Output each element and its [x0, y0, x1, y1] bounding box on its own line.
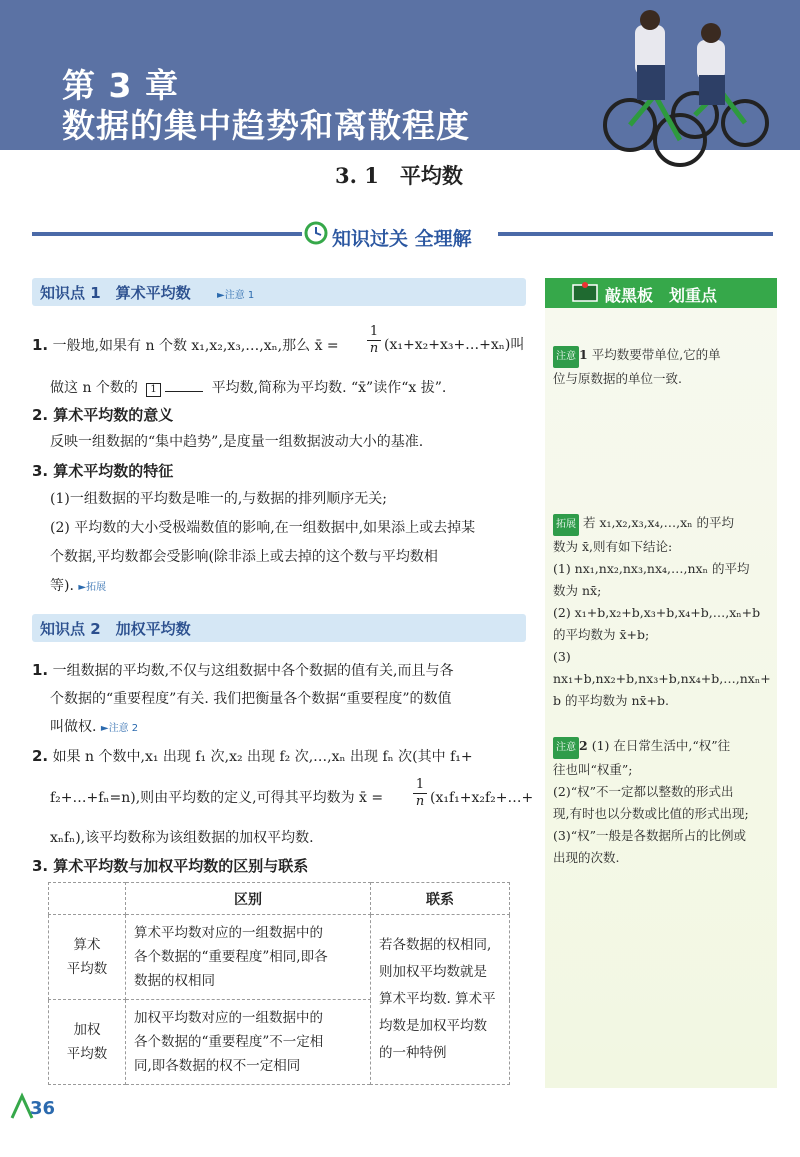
kp1-item2-text: 反映一组数据的“集中趋势”,是度量一组数据波动大小的基准.: [50, 434, 424, 450]
sidebar-title: 敲黑板 划重点: [605, 286, 718, 305]
kp1-item1-line2: 做这 n 个数的 1 平均数,简称为平均数. “x̄”读作“x 拔”.: [50, 380, 447, 396]
cyclists-illustration: [585, 5, 785, 180]
kp2-item1-line1: 1. 一组数据的平均数,不仅与这组数据中各个数据的值有关,而且与各: [32, 661, 454, 679]
sidebar-note-2: 注意 2 (1) 在日常生活中,“权”往 往也叫“权重”; (2)“权”不一定都以整数的形式出 现,有时也以分数或比值的形式出现; (3)“权”一般是各数据所占的比例或 出现的次数.: [553, 738, 749, 865]
comparison-table: [48, 882, 510, 1085]
note-badge-2: 注意: [553, 737, 579, 759]
note-2-tag: ►注意 2: [100, 723, 139, 734]
sidebar-extension: 拓展 若 x₁,x₂,x₃,x₄,…,xₙ 的平均 数为 x̄,则有如下结论: (1) nx₁,nx₂,nx₃,nx₄,…,nxₙ 的平均 数为 nx̄; (2) x₁+b,x₂+b,x₃+b,x₄+b,…,xₙ+b 的平均数为 x̄+b; (3) nx₁+b,nx₂+b,nx₃+b,nx₄+b,…,nxₙ+ b 的平均数为 nx̄+b.: [553, 515, 771, 708]
kp1-item3-heading: 3. 算术平均数的特征: [32, 462, 174, 480]
kp2-item2-line1: 2. 如果 n 个数中,x₁ 出现 f₁ 次,x₂ 出现 f₂ 次,…,xₙ 出现 fₙ 次(其中 f₁+: [32, 747, 473, 765]
kp1-item1-text-b: (x₁+x₂+x₃+…+xₙ)叫: [384, 337, 525, 353]
page-number: 36: [30, 1098, 56, 1119]
fraction-1-over-n: 1 n: [367, 324, 381, 357]
kp2-item1-line3: 叫做权. ►注意 2: [50, 719, 139, 735]
kp1-item3-point1: (1)一组数据的平均数是唯一的,与数据的排列顺序无关;: [50, 491, 387, 507]
table-header-connection: 联系: [371, 883, 510, 915]
kp1-item3-point2-line2: 个数据,平均数都会受影响(除非添上或去掉的这个数与平均数相: [50, 549, 438, 565]
table-row1-difference: 算术平均数对应的一组数据中的 各个数据的“重要程度”相同,即各 数据的权相同: [126, 915, 371, 1000]
knowledge-point-1-header: [32, 278, 526, 306]
kp1-item1: 1. 一般地,如果有 n 个数 x₁,x₂,x₃,…,xₙ,那么 x̄ =: [32, 336, 339, 354]
table-row1-label: 算术 平均数: [49, 915, 126, 1000]
kp2-item2-line3: xₙfₙ),该平均数称为该组数据的加权平均数.: [50, 830, 314, 846]
blank-number: 1: [146, 383, 160, 397]
refresh-icon: [303, 220, 329, 246]
extension-badge: 拓展: [553, 514, 579, 536]
fill-blank-line: [165, 391, 203, 392]
table-connection-cell: 若各数据的权相同, 则加权平均数就是 算术平均数. 算术平 均数是加权平均数 的一种特例: [371, 915, 510, 1085]
kp1-title: 知识点 1 算术平均数: [40, 284, 191, 302]
kp2-item3-heading: 3. 算术平均数与加权平均数的区别与联系: [32, 857, 309, 875]
table-header-difference: 区别: [126, 883, 371, 915]
knowledge-point-2-header: [32, 614, 526, 642]
kp2-title: 知识点 2 加权平均数: [40, 620, 191, 638]
kp1-note-tag: ►注意 1: [217, 290, 255, 301]
extension-tag: ►拓展: [78, 582, 107, 593]
blackboard-icon: [571, 281, 599, 305]
note-badge: 注意: [553, 346, 579, 368]
kp2-item1-line2: 个数据的“重要程度”有关. 我们把衡量各个数据“重要程度”的数值: [50, 691, 452, 707]
kp1-item3-point2-line3: 等). ►拓展: [50, 578, 107, 594]
section-title: 3. 1 平均数: [335, 163, 463, 188]
sidebar-header: [545, 278, 777, 308]
banner-title: 知识过关 全理解: [332, 228, 472, 250]
kp1-item2-heading: 2. 算术平均数的意义: [32, 406, 174, 424]
banner-rule-left: [32, 232, 302, 236]
banner-rule-right: [498, 232, 773, 236]
table-row2-label: 加权 平均数: [49, 1000, 126, 1085]
kp2-item2-line2b: (x₁f₁+x₂f₂+…+: [430, 790, 534, 806]
kp1-item1-text-a: 一般地,如果有 n 个数 x₁,x₂,x₃,…,xₙ,那么 x̄ =: [52, 338, 339, 354]
chapter-label: 第 3 章: [62, 66, 179, 105]
kp2-item2-line2a: f₂+…+fₙ=n),则由平均数的定义,可得其平均数为 x̄ =: [50, 790, 384, 806]
table-row2-difference: 加权平均数对应的一组数据中的 各个数据的“重要程度”不一定相 同,即各数据的权不一定相同: [126, 1000, 371, 1085]
kp1-item3-point2-line1: (2) 平均数的大小受极端数值的影响,在一组数据中,如果添上或去掉某: [50, 520, 476, 536]
chapter-title: 数据的集中趋势和离散程度: [62, 106, 470, 145]
sidebar-note-1: 注意 1 平均数要带单位,它的单 位与原数据的单位一致.: [553, 347, 721, 386]
fraction-1-over-n-2: 1 n: [413, 777, 427, 810]
